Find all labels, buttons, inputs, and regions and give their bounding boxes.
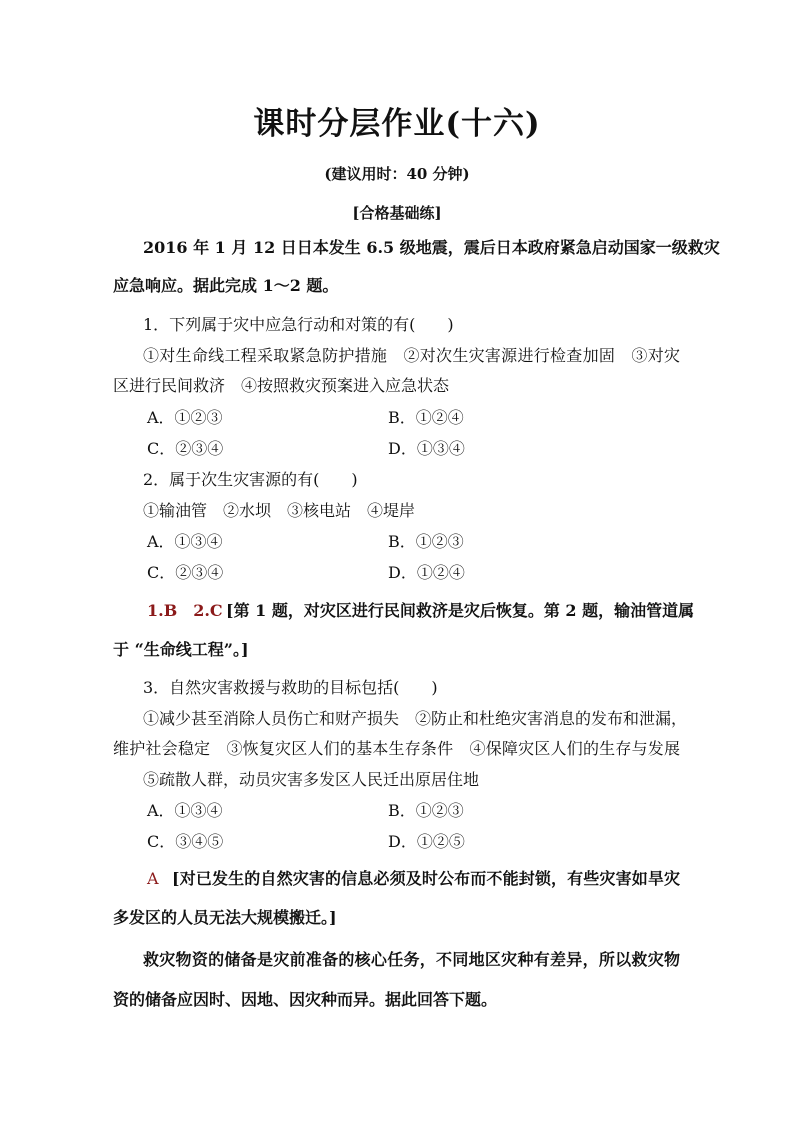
q3-items-line2: 维护社会稳定 ③恢复灾区人们的基本生存条件 ④保障灾区人们的生存与发展 bbox=[113, 739, 680, 758]
answer-text-3-line1: [对已发生的自然灾害的信息必须及时公布而不能封锁，有些灾害如旱灾 bbox=[172, 869, 680, 888]
q1-option-a: A．①②③ bbox=[147, 408, 223, 427]
q2-stem: 2．属于次生灾害源的有( ) bbox=[143, 470, 358, 489]
q3-option-b: B．①②③ bbox=[388, 801, 464, 820]
q1-items-line1: ①对生命线工程采取紧急防护措施 ②对次生灾害源进行检查加固 ③对灾 bbox=[143, 346, 680, 365]
q1-stem: 1．下列属于灾中应急行动和对策的有( ) bbox=[143, 315, 454, 334]
answer-key-3: A bbox=[147, 869, 159, 888]
page-title: 课时分层作业(十六) bbox=[253, 106, 541, 142]
intro1-line2: 应急响应。据此完成 1～2 题。 bbox=[113, 276, 339, 295]
q2-option-d: D．①②④ bbox=[388, 563, 465, 582]
q1-option-c: C．②③④ bbox=[147, 439, 224, 458]
q2-option-a: A．①③④ bbox=[147, 532, 223, 551]
answer-text-3-line2: 多发区的人员无法大规模搬迁。] bbox=[113, 908, 337, 927]
intro2-line1: 救灾物资的储备是灾前准备的核心任务，不同地区灾种有差异，所以救灾物 bbox=[143, 950, 680, 969]
q1-option-b: B．①②④ bbox=[388, 408, 464, 427]
q3-items-line3: ⑤疏散人群，动员灾害多发区人民迁出原居住地 bbox=[143, 770, 480, 789]
q3-option-a: A．①③④ bbox=[147, 801, 223, 820]
q3-option-d: D．①②⑤ bbox=[388, 832, 465, 851]
answer-text-1-2-line1: [第 1 题，对灾区进行民间救济是灾后恢复。第 2 题，输油管道属 bbox=[226, 601, 695, 620]
section-heading: [合格基础练] bbox=[352, 204, 442, 222]
answer-key-1-2: 1.B 2.C bbox=[147, 601, 223, 620]
suggested-time: (建议用时：40 分钟) bbox=[324, 165, 470, 183]
q3-items-line1: ①减少甚至消除人员伤亡和财产损失 ②防止和杜绝灾害消息的发布和泄漏， bbox=[143, 709, 688, 728]
q1-items-line2: 区进行民间救济 ④按照救灾预案进入应急状态 bbox=[113, 376, 450, 395]
q3-option-c: C．③④⑤ bbox=[147, 832, 224, 851]
q2-items: ①输油管 ②水坝 ③核电站 ④堤岸 bbox=[143, 501, 416, 520]
answer-text-1-2-line2: 于 “生命线工程”。] bbox=[113, 640, 249, 659]
intro2-line2: 资的储备应因时、因地、因灾种而异。据此回答下题。 bbox=[113, 990, 498, 1009]
q2-option-b: B．①②③ bbox=[388, 532, 464, 551]
q2-option-c: C．②③④ bbox=[147, 563, 224, 582]
q1-option-d: D．①③④ bbox=[388, 439, 465, 458]
intro1-line1: 2016 年 1 月 12 日日本发生 6.5 级地震，震后日本政府紧急启动国家一级救灾 bbox=[143, 238, 720, 257]
q3-stem: 3．自然灾害救援与救助的目标包括( ) bbox=[143, 678, 438, 697]
